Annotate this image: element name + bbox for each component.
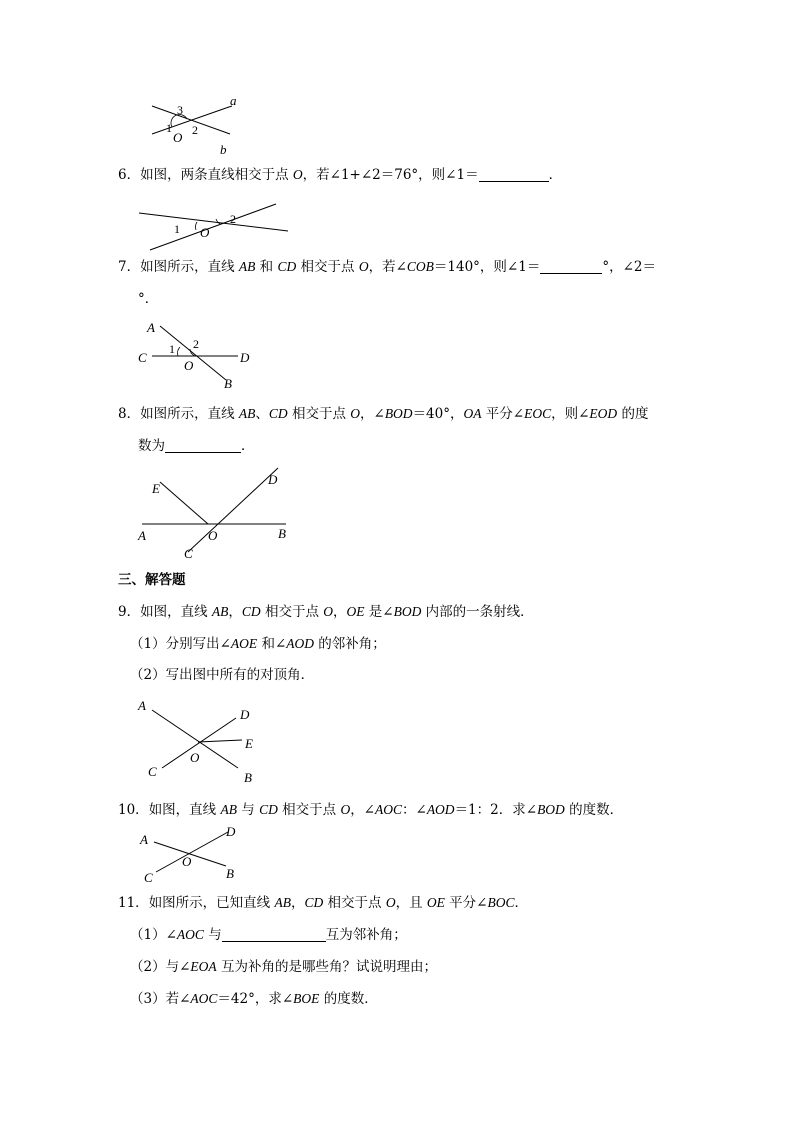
q6-point-o: O (292, 167, 303, 182)
fig6-label-o: O (200, 225, 210, 240)
question-10 (118, 801, 623, 819)
q11-angle-aoc-2: AOC (190, 991, 218, 1006)
q10-line-cd: CD (259, 802, 278, 817)
q10-angle-aod: AOD (426, 802, 455, 817)
q11-sub3-b: ＝42°，求∠ (217, 991, 294, 1007)
q11-angle-aoc: AOC (176, 927, 204, 942)
q8-text-d: ，∠ (360, 406, 385, 422)
fig8-label-o: O (208, 528, 218, 543)
q8-angle-eod: EOD (589, 406, 618, 421)
q9-line-cd: CD (241, 604, 261, 619)
fig7-label-1: 1 (169, 342, 175, 356)
question-11 (118, 894, 528, 912)
fig5-label-1: 1 (166, 121, 172, 135)
q8-text-a: 如图所示，直线 (140, 406, 239, 422)
fig7-label-d: D (240, 350, 250, 365)
q8-text-e: ＝40°， (412, 406, 464, 422)
q11-angle-boe: BOE (293, 991, 320, 1006)
fig5-label-o: O (173, 130, 183, 145)
q7-text-a: 如图所示，直线 (140, 259, 239, 275)
q11-sub3-c: 的度数． (319, 991, 378, 1007)
fig7-label-o: O (184, 358, 194, 373)
fig5-label-b: b (220, 142, 227, 157)
q11-text-b: ， (290, 895, 305, 911)
q9-text-d: ， (333, 604, 347, 620)
q8-answer-blank[interactable] (165, 438, 241, 453)
q7-text-e: ＝140°，则∠1＝ (433, 259, 541, 275)
q9-sub1-b: 和∠ (257, 636, 287, 652)
fig7-label-b: B (224, 376, 232, 391)
q7-text-d: ，若∠ (368, 259, 407, 275)
figure-q9 (134, 696, 264, 788)
q10-number: 10． (118, 802, 149, 818)
q11-sub1-c: 互为邻补角； (325, 927, 407, 943)
fig5-label-3: 3 (177, 103, 183, 117)
q10-text-e: ：∠ (402, 802, 427, 818)
fig7-label-a: A (147, 320, 155, 335)
q8-text-c: 相交于点 (287, 406, 351, 422)
figure-q6 (136, 196, 296, 256)
q9-angle-aoe: AOE (230, 636, 258, 651)
fig7-label-c: C (138, 350, 147, 365)
q7-text-f: °，∠2＝ (602, 259, 656, 275)
q7-number: 7． (118, 259, 141, 275)
q11-text-e: 平分∠ (444, 895, 488, 911)
section-3-title-text: 三、解答题 (118, 572, 186, 588)
fig6-label-2: 2 (230, 212, 236, 226)
figure-q5 (140, 92, 250, 160)
q11-line-ab: AB (274, 895, 291, 910)
q7-line2: °． (138, 291, 159, 307)
question-7-line2 (138, 290, 158, 308)
q8-text-g: ，则∠ (551, 406, 590, 422)
fig8-label-d: D (268, 472, 278, 487)
q9-sub2: （2）写出图中所有的对顶角． (130, 667, 315, 683)
q8-text-h: 的度 (617, 406, 649, 422)
q11-text-d: ，且 (395, 895, 427, 911)
q11-sub2-a: （2）与∠ (130, 959, 191, 975)
question-6 (118, 166, 562, 184)
q11-number: 11． (118, 895, 149, 911)
fig10-label-o: O (182, 854, 192, 869)
q10-text-g: 的度数． (564, 802, 624, 818)
q8-text-b: 、 (255, 406, 269, 422)
q9-text-a: 如图，直线 (140, 604, 212, 620)
q9-sub1-c: 的邻补角； (314, 636, 386, 652)
q10-text-f: ＝1：2．求∠ (454, 802, 538, 818)
q7-point-o: O (358, 259, 369, 274)
q8-number: 8． (118, 406, 141, 422)
q6-text-b: ，若∠1+∠2＝76°，则∠1＝ (302, 167, 479, 183)
fig9-label-a: A (138, 698, 146, 713)
fig5-label-a: a (230, 93, 237, 108)
q9-point-o: O (323, 604, 333, 619)
q11-line-cd: CD (304, 895, 324, 910)
q7-answer-blank-1[interactable] (540, 259, 602, 274)
q8-end: ． (241, 438, 255, 454)
q6-text-a: 如图，两条直线相交于点 (140, 167, 293, 183)
fig9-label-b: B (244, 770, 252, 785)
question-11-sub2 (130, 958, 437, 976)
question-11-sub1 (130, 926, 407, 944)
fig9-label-o: O (190, 750, 200, 765)
q10-text-c: 相交于点 (277, 802, 341, 818)
q10-angle-aoc: AOC (375, 802, 402, 817)
question-8 (118, 405, 648, 423)
q7-text-b: 和 (255, 259, 278, 275)
fig8-label-c: C (184, 546, 193, 561)
q9-ray-oe: OE (346, 604, 365, 619)
question-9 (118, 603, 534, 621)
q11-sub2-b: 互为补角的是哪些角？试说明理由； (216, 959, 437, 975)
figure-q10 (134, 822, 244, 886)
q11-text-f: ． (514, 895, 528, 911)
q9-sub1-a: （1）分别写出∠ (130, 636, 231, 652)
q8-angle-eoc: EOC (524, 406, 552, 421)
fig8-label-e: E (152, 481, 160, 496)
q10-angle-bod: BOD (537, 802, 565, 817)
q10-text-d: ，∠ (350, 802, 375, 818)
q8-line-cd: CD (268, 406, 288, 421)
q10-line-ab: AB (220, 802, 237, 817)
q9-text-b: ， (228, 604, 242, 620)
q11-text-a: 如图所示，已知直线 (148, 895, 275, 911)
q9-number: 9． (118, 604, 141, 620)
q9-angle-aod: AOD (286, 636, 315, 651)
q11-ray-oe: OE (426, 895, 445, 910)
q8-ray-oa: OA (463, 406, 482, 421)
q10-text-a: 如图，直线 (148, 802, 221, 818)
q11-point-o: O (385, 895, 396, 910)
fig9-label-c: C (148, 764, 157, 779)
fig6-label-1: 1 (174, 222, 180, 236)
q8-text-f: 平分∠ (481, 406, 525, 422)
q9-text-e: 是∠ (364, 604, 394, 620)
q6-answer-blank[interactable] (479, 167, 549, 182)
q7-angle-cob: COB (406, 259, 434, 274)
q8-line-ab: AB (238, 406, 256, 421)
question-11-sub3 (130, 990, 378, 1008)
figure-q7 (134, 318, 264, 394)
fig10-label-d: D (226, 824, 236, 839)
q11-angle-boc: BOC (487, 895, 515, 910)
q9-text-f: 内部的一条射线． (421, 604, 534, 620)
question-7 (118, 258, 656, 276)
question-8-line2 (138, 437, 255, 455)
q6-number: 6． (118, 167, 141, 183)
fig5-label-2: 2 (192, 123, 198, 137)
section-3-title (118, 571, 186, 589)
q9-text-c: 相交于点 (260, 604, 324, 620)
q11-sub3-a: （3）若∠ (130, 991, 191, 1007)
fig10-label-b: B (226, 866, 234, 881)
q6-end: ． (548, 167, 563, 183)
q9-angle-bod: BOD (393, 604, 422, 619)
fig7-label-2: 2 (193, 337, 199, 351)
q7-line-cd: CD (277, 259, 297, 274)
fig10-label-c: C (144, 870, 153, 885)
q10-text-b: 与 (236, 802, 260, 818)
q11-sub1-b: 与 (203, 927, 222, 943)
q7-line-ab: AB (238, 259, 256, 274)
q11-answer-blank[interactable] (222, 927, 326, 942)
q11-angle-eoa: EOA (190, 959, 217, 974)
figure-q8 (130, 462, 300, 562)
fig9-label-e: E (245, 736, 253, 751)
question-9-sub1 (130, 635, 386, 653)
fig8-label-b: B (278, 526, 286, 541)
fig9-label-d: D (240, 707, 250, 722)
q8-angle-bod: BOD (384, 406, 413, 421)
question-9-sub2 (130, 666, 314, 684)
fig8-label-a: A (138, 528, 146, 543)
q10-point-o: O (340, 802, 351, 817)
q9-line-ab: AB (211, 604, 229, 619)
q7-text-c: 相交于点 (296, 259, 359, 275)
q11-sub1-a: （1）∠ (130, 927, 177, 943)
q8-line2: 数为 (138, 438, 165, 454)
fig10-label-a: A (140, 832, 148, 847)
q8-point-o: O (350, 406, 360, 421)
q11-text-c: 相交于点 (323, 895, 386, 911)
